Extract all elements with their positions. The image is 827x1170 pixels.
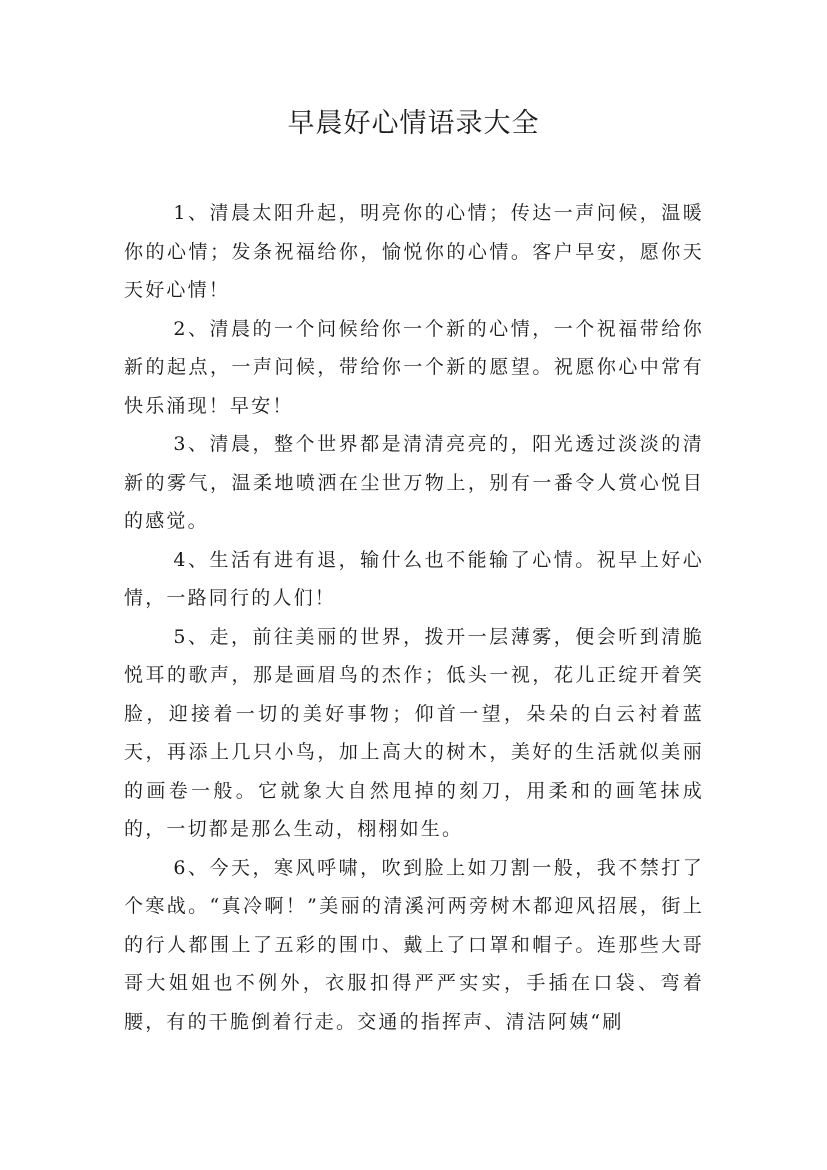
paragraph: 1、清晨太阳升起，明亮你的心情；传达一声问候，温暖你的心情；发条祝福给你，愉悦你的心情。客户早安，愿你天天好心情！ xyxy=(124,202,704,301)
document-title: 早晨好心情语录大全 xyxy=(287,108,540,139)
paragraph: 4、生活有进有退，输什么也不能输了心情。祝早上好心情，一路同行的人们！ xyxy=(124,548,704,609)
paragraph: 3、清晨，整个世界都是清清亮亮的，阳光透过淡淡的清新的雾气，温柔地喷洒在尘世万物上，别有一番令人赏心悦目的感觉。 xyxy=(124,433,704,532)
paragraph: 5、走，前往美丽的世界，拨开一层薄雾，便会听到清脆悦耳的歌声，那是画眉鸟的杰作；低头一视，花儿正绽开着笑脸，迎接着一切的美好事物；仰首一望，朵朵的白云衬着蓝天，再添上几只小鸟，加上高大的树木，美好的生活就似美丽的画卷一般。它就象大自然甩掉的刻刀，用柔和的画笔抹成的，一切都是那么生动，栩栩如生。 xyxy=(124,625,704,840)
document-body xyxy=(124,194,704,1041)
paragraph: 6、今天，寒风呼啸，吹到脸上如刀割一般，我不禁打了个寒战。“真冷啊！”美丽的清溪河两旁树木都迎风招展，街上的行人都围上了五彩的围巾、戴上了口罩和帽子。连那些大哥哥大姐姐也不例外，衣服扣得严严实实，手插在口袋、弯着腰，有的干脆倒着行走。交通的指挥声、清洁阿姨“刷 xyxy=(124,856,704,1033)
paragraph: 2、清晨的一个问候给你一个新的心情，一个祝福带给你新的起点，一声问候，带给你一个新的愿望。祝愿你心中常有快乐涌现！早安！ xyxy=(124,317,704,417)
